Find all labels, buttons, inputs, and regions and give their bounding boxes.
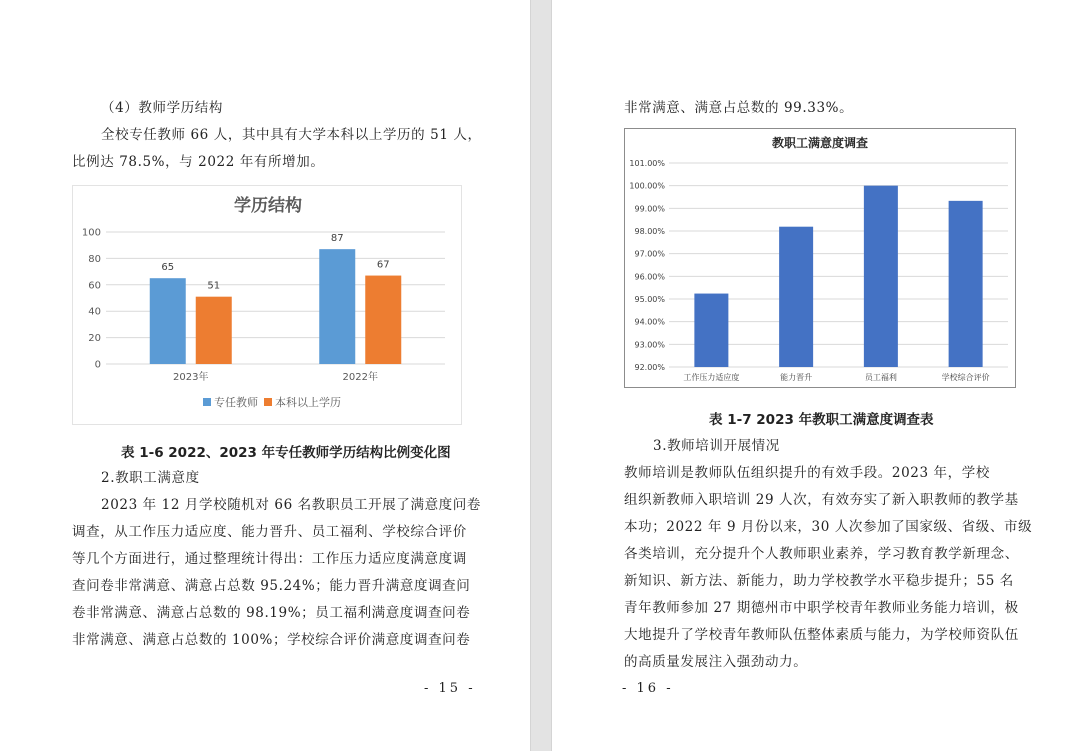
data-label: 67 bbox=[376, 259, 390, 271]
y-tick-label: 100 bbox=[81, 227, 101, 239]
y-tick-label: 99.00% bbox=[634, 204, 665, 214]
data-label: 51 bbox=[207, 280, 221, 292]
paragraph-line: 非常满意、满意占总数的 99.33%。 bbox=[624, 100, 854, 116]
bar bbox=[864, 186, 898, 367]
paragraph-line: 青年教师参加 27 期德州市中职学校青年教师业务能力培训，极 bbox=[624, 600, 1019, 616]
paragraph-line: 非常满意、满意占总数的 100%；学校综合评价满意度调查问卷 bbox=[72, 632, 471, 648]
y-tick-label: 95.00% bbox=[634, 295, 665, 304]
paragraph-line: 的高质量发展注入强劲动力。 bbox=[624, 654, 808, 670]
data-label: 65 bbox=[161, 262, 175, 274]
bar bbox=[779, 227, 813, 367]
bar bbox=[196, 297, 232, 364]
y-tick-label: 20 bbox=[88, 333, 101, 345]
paragraph-line: 大地提升了学校青年教师队伍整体素质与能力，为学校师资队伍 bbox=[624, 627, 1019, 643]
y-tick-label: 0 bbox=[94, 359, 101, 371]
paragraph-line: 卷非常满意、满意占总数的 98.19%；员工福利满意度调查问卷 bbox=[72, 605, 471, 621]
y-tick-label: 40 bbox=[88, 306, 101, 318]
education-structure-chart bbox=[72, 185, 462, 425]
y-tick-label: 92.00% bbox=[634, 363, 665, 372]
x-tick-label: 工作压力适应度 bbox=[683, 373, 740, 382]
paragraph-line: 2023 年 12 月学校随机对 66 名教职员工开展了满意度问卷 bbox=[101, 497, 481, 513]
figure-caption: 表 1-7 2023 年教职工满意度调查表 bbox=[709, 412, 934, 428]
page-gutter bbox=[531, 0, 551, 751]
section-heading: 3.教师培训开展情况 bbox=[653, 438, 780, 454]
subsection-heading: （4）教师学历结构 bbox=[101, 100, 223, 116]
satisfaction-survey-chart bbox=[624, 128, 1016, 388]
legend-swatch bbox=[264, 398, 272, 406]
page-number: - 15 - bbox=[424, 681, 476, 696]
y-tick-label: 98.00% bbox=[634, 227, 665, 236]
x-tick-label: 员工福利 bbox=[864, 373, 897, 382]
paragraph-line: 等几个方面进行，通过整理统计得出：工作压力适应度满意度调 bbox=[72, 551, 467, 567]
y-tick-label: 93.00% bbox=[634, 340, 665, 350]
section-heading: 2.教职工满意度 bbox=[101, 470, 200, 486]
y-tick-label: 100.00% bbox=[629, 181, 665, 191]
paragraph-line: 组织新教师入职培训 29 人次，有效夯实了新入职教师的教学基 bbox=[624, 492, 1019, 508]
bar bbox=[694, 294, 728, 367]
paragraph-line: 新知识、新方法、新能力，助力学校教学水平稳步提升；55 名 bbox=[624, 573, 1014, 589]
paragraph-line: 调查，从工作压力适应度、能力晋升、员工福利、学校综合评价 bbox=[72, 524, 467, 540]
paragraph-line: 教师培训是教师队伍组织提升的有效手段。2023 年，学校 bbox=[624, 465, 990, 481]
y-tick-label: 94.00% bbox=[634, 317, 665, 327]
x-tick-label: 能力晋升 bbox=[780, 373, 813, 382]
satisfaction-survey-chart-svg bbox=[625, 129, 1015, 387]
chart-title: 学历结构 bbox=[234, 196, 302, 216]
y-tick-label: 101.00% bbox=[629, 159, 665, 168]
paragraph-line: 全校专任教师 66 人，其中具有大学本科以上学历的 51 人， bbox=[101, 127, 482, 143]
y-tick-label: 80 bbox=[88, 253, 101, 265]
bar bbox=[365, 276, 401, 364]
chart-title: 教职工满意度调查 bbox=[771, 136, 869, 150]
legend-label: 专任教师 bbox=[214, 396, 258, 409]
y-tick-label: 60 bbox=[88, 280, 101, 292]
document-page-15 bbox=[0, 0, 531, 751]
bar bbox=[150, 278, 186, 364]
x-tick-label: 学校综合评价 bbox=[941, 373, 990, 382]
paragraph-line: 比例达 78.5%，与 2022 年有所增加。 bbox=[72, 154, 325, 170]
bar bbox=[319, 249, 355, 364]
y-tick-label: 96.00% bbox=[634, 272, 665, 282]
y-tick-label: 97.00% bbox=[634, 249, 665, 259]
page-number: - 16 - bbox=[622, 681, 674, 696]
bar bbox=[949, 201, 983, 367]
paragraph-line: 本功；2022 年 9 月份以来，30 人次参加了国家级、省级、市级 bbox=[624, 519, 1033, 535]
legend-swatch bbox=[203, 398, 211, 406]
figure-caption: 表 1-6 2022、2023 年专任教师学历结构比例变化图 bbox=[121, 445, 451, 461]
x-tick-label: 2022年 bbox=[342, 372, 378, 383]
data-label: 87 bbox=[330, 233, 344, 245]
legend-label: 本科以上学历 bbox=[275, 396, 341, 409]
x-tick-label: 2023年 bbox=[173, 372, 209, 383]
paragraph-line: 各类培训，充分提升个人教师职业素养，学习教育教学新理念、 bbox=[624, 546, 1019, 562]
paragraph-line: 查问卷非常满意、满意占总数 95.24%；能力晋升满意度调查问 bbox=[72, 578, 471, 594]
education-structure-chart-svg bbox=[73, 186, 463, 426]
